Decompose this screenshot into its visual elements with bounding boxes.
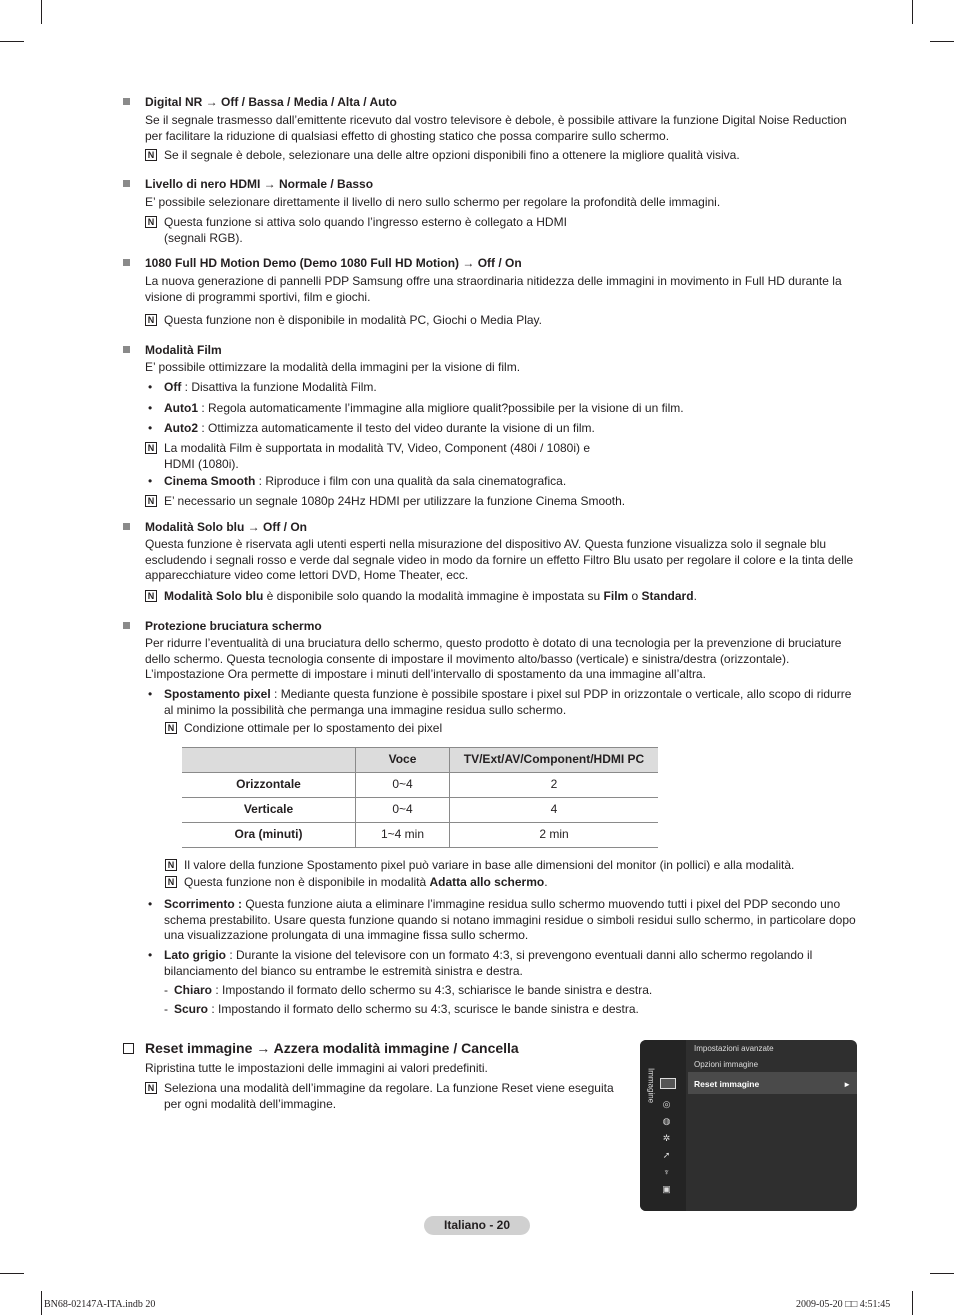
note-text: . (693, 589, 697, 603)
section-heading: Modalità Film (145, 343, 222, 357)
note (165, 858, 860, 874)
list-item (148, 421, 860, 437)
note-icon: N (165, 722, 177, 734)
section-heading: Reset immagine → Azzera modalità immagine / Cancella (145, 1040, 519, 1056)
crop-mark (0, 1273, 24, 1274)
term: Scuro (174, 1002, 209, 1016)
table-header-cell: TV/Ext/AV/Component/HDMI PC (450, 748, 659, 773)
crop-mark (41, 1291, 42, 1315)
term: Cinema Smooth (164, 474, 256, 488)
bullet-icon: • (148, 474, 153, 488)
note-text: . (544, 875, 548, 889)
section-heading: Livello di nero HDMI → Normale / Basso (145, 177, 374, 191)
term: Scorrimento : (164, 897, 243, 911)
note-text: Questa funzione non è disponibile in modalità PC, Giochi o Media Play. (164, 313, 542, 327)
note-text: è disponibile solo quando la modalità immagine è impostata su (263, 589, 604, 603)
section-reset-image (123, 1038, 628, 1118)
input-icon: ➚ (662, 1150, 671, 1160)
term-desc: : Impostando il formato dello schermo su 4:3, schiarisce le bande sinistra e destra. (212, 983, 653, 997)
section-full-hd-motion-demo (123, 256, 863, 336)
menu-item[interactable]: Impostazioni avanzate (694, 1044, 774, 1053)
section-text: Ripristina tutte le impostazioni delle immagini ai valori predefiniti. (145, 1061, 488, 1075)
sound-icon: ◎ (662, 1099, 671, 1109)
channel-icon: ◍ (662, 1116, 671, 1126)
note-text: Se il segnale è debole, selezionare una delle altre opzioni disponibili fino a ottenere la migliore qualità visiva. (164, 148, 740, 162)
note (145, 1081, 625, 1112)
note (145, 215, 605, 246)
term-desc: : Disattiva la funzione Modalità Film. (181, 380, 377, 394)
bullet-icon: • (148, 948, 153, 962)
term-desc: : Mediante questa funzione è possibile spostare i pixel sul PDP in orizzontale o verticale, allo scopo di ridurre al minimo la possibilità che permanga una immagine residua sullo schermo. (164, 687, 852, 717)
note-text: Questa funzione non è disponibile in modalità (184, 875, 430, 889)
note (145, 589, 860, 605)
note-bold: Modalità Solo blu (164, 589, 264, 603)
note-icon: N (145, 216, 157, 228)
list-item (148, 401, 860, 417)
term: Off (164, 380, 182, 394)
square-bullet-icon (123, 180, 130, 187)
tv-menu-screenshot (640, 1040, 857, 1211)
term-desc: : Durante la visione del televisore con un formato 4:3, si prevengono eventuali danni allo schermo regolando il bilanciamento del bianco su entrambe le estremità sinistra e destra. (164, 948, 813, 978)
table-row (182, 773, 658, 798)
note (145, 494, 860, 510)
arrow-right-icon: ► (843, 1080, 851, 1089)
term: Lato grigio (164, 948, 226, 962)
section-burn-protection-continued (123, 858, 863, 1028)
crop-mark (41, 0, 42, 24)
list-item (148, 897, 860, 944)
bullet-icon: • (148, 897, 153, 911)
square-bullet-icon (123, 622, 130, 629)
menu-item[interactable]: Opzioni immagine (694, 1060, 759, 1069)
bullet-icon: • (148, 401, 153, 415)
sub-item (164, 1002, 854, 1018)
section-digital-nr (123, 95, 863, 165)
note-bold: Adatta allo schermo (429, 875, 545, 889)
page-number: Italiano - 20 (424, 1216, 530, 1235)
term-desc: : Ottimizza automaticamente il testo del video durante la visione di un film. (198, 421, 595, 435)
table-cell: 4 (450, 798, 659, 823)
table-header-cell (182, 748, 356, 773)
section-text: La nuova generazione di pannelli PDP Samsung offre una straordinaria nitidezza delle immagini in movimento in Full HD durante la visione di programmi sportivi, film e giochi. (145, 274, 842, 304)
note-icon: N (145, 149, 157, 161)
note-icon: N (145, 442, 157, 454)
note-bold: Film (603, 589, 629, 603)
term-desc: : Riproduce i film con una qualità da sala cinematografica. (255, 474, 567, 488)
square-bullet-icon (123, 98, 130, 105)
crop-mark (930, 1273, 954, 1274)
table-cell: 2 (450, 773, 659, 798)
section-text: Questa funzione è riservata agli utenti esperti nella misurazione del dispositivo AV. Questa funzione visualizza solo il segnale blu escludendo i segnali rosso e verde dal segnale video in modo da fornire un effetto Filtro Blu usato per regolare il colore e la tinta delle apparecchiature video come lettori DVD, Home Theater, ecc. (145, 537, 854, 582)
note-text: Seleziona una modalità dell’immagine da regolare. La funzione Reset viene eseguita per ogni modalità dell’immagine. (164, 1081, 614, 1111)
support-icon: ♆ (663, 1167, 670, 1177)
application-icon: ▣ (662, 1184, 671, 1194)
term: Chiaro (174, 983, 213, 997)
checkbox-icon (123, 1043, 134, 1054)
bullet-icon: • (148, 687, 153, 701)
note (145, 313, 860, 329)
square-bullet-icon (123, 259, 130, 266)
term-desc: Questa funzione aiuta a eliminare l’immagine residua sullo schermo muovendo tutti i pixel del PDP secondo uno schema prestabilito. Usare questa funzione quando si notano immagini residue o simboli residui sullo schermo, in particolare dopo una visualizzazione prolungata di una immagine fissa sullo schermo. (164, 897, 856, 942)
table-cell: Verticale (182, 798, 356, 823)
list-item (148, 948, 860, 979)
menu-side-label: Immagine (646, 1068, 656, 1104)
term: Auto1 (164, 401, 198, 415)
table-cell: 0~4 (356, 773, 450, 798)
pixel-shift-table (182, 747, 658, 848)
dash-icon: - (164, 1002, 168, 1016)
table-cell: 0~4 (356, 798, 450, 823)
table-cell: 2 min (450, 823, 659, 848)
section-text: E’ possibile ottimizzare la modalità della immagini per la visione di film. (145, 360, 521, 374)
bullet-icon: • (148, 380, 153, 394)
note-icon: N (165, 859, 177, 871)
section-heading: Digital NR → Off / Bassa / Media / Alta / Auto (145, 95, 397, 109)
term: Spostamento pixel (164, 687, 271, 701)
list-item (148, 380, 860, 396)
table-header-row (182, 748, 658, 773)
note (145, 148, 860, 164)
table-row (182, 798, 658, 823)
table-header-cell: Voce (356, 748, 450, 773)
note-text: La modalità Film è supportata in modalità TV, Video, Component (480i / 1080i) e HDMI (1080i). (164, 441, 591, 471)
crop-mark (912, 0, 913, 24)
term-desc: : Impostando il formato dello schermo su 4:3, scurisce le bande sinistra e destra. (208, 1002, 639, 1016)
crop-mark (930, 41, 954, 42)
settings-icon: ✲ (662, 1133, 671, 1143)
section-hdmi-black-level (123, 177, 863, 247)
table-cell: Orizzontale (182, 773, 356, 798)
term: Auto2 (164, 421, 198, 435)
note-text: o (628, 589, 642, 603)
note (165, 721, 765, 737)
square-bullet-icon (123, 346, 130, 353)
date-slug: 2009-05-20 □□ 4:51:45 (796, 1299, 891, 1310)
section-heading: Modalità Solo blu → Off / On (145, 520, 307, 534)
table-row (182, 823, 658, 848)
section-text: E’ possibile selezionare direttamente il livello di nero sullo schermo per regolare la profondità delle immagini. (145, 195, 721, 209)
note-icon: N (165, 876, 177, 888)
crop-mark (0, 41, 24, 42)
sub-item (164, 983, 854, 999)
file-slug: BN68-02147A-ITA.indb 20 (44, 1299, 156, 1310)
table-cell: 1~4 min (356, 823, 450, 848)
note-icon: N (145, 590, 157, 602)
note-icon: N (145, 495, 157, 507)
list-item (148, 687, 860, 718)
note-icon: N (145, 1082, 157, 1094)
menu-item-selected[interactable] (688, 1072, 857, 1094)
section-text: Per ridurre l’eventualità di una bruciatura dello schermo, questo prodotto è dotato di una tecnologia per la prevenzione di bruciature dello schermo. Questa tecnologia consente di impostare il movimento alto/basso (verticale) e sinistra/destra (orizzontale). L’impostazione Ora permette di impostare i minuti dell’intervallo di spostamento da una immagine all’altra. (145, 636, 842, 681)
section-blue-only-mode (123, 520, 863, 610)
section-heading: 1080 Full HD Motion Demo (Demo 1080 Full HD Motion) → Off / On (145, 256, 522, 270)
note-text: Questa funzione si attiva solo quando l’ingresso esterno è collegato a HDMI (segnali RGB). (164, 215, 567, 245)
section-heading: Protezione bruciatura schermo (145, 619, 322, 633)
section-screen-burn-protection (123, 619, 863, 739)
note-text: Il valore della funzione Spostamento pixel può variare in base alle dimensioni del monitor (in pollici) e alla modalità. (184, 858, 795, 872)
menu-item-label: Reset immagine (694, 1079, 760, 1089)
section-text: Se il segnale trasmesso dall’emittente ricevuto dal vostro televisore è debole, è possibile attivare la funzione Digital Noise Reduction per facilitare la riduzione di qualsiasi effetto di ghosting statico che possa comparire sullo schermo. (145, 113, 847, 143)
picture-icon (660, 1078, 676, 1089)
note (145, 441, 615, 472)
term-desc: : Regola automaticamente l’immagine alla migliore qualit?possibile per la visione di un film. (198, 401, 684, 415)
bullet-icon: • (148, 421, 153, 435)
note (165, 875, 860, 891)
note-icon: N (145, 314, 157, 326)
crop-mark (912, 1291, 913, 1315)
note-text: E’ necessario un segnale 1080p 24Hz HDMI per utilizzare la funzione Cinema Smooth. (164, 494, 626, 508)
note-bold: Standard (641, 589, 694, 603)
table-cell: Ora (minuti) (182, 823, 356, 848)
section-film-mode (123, 343, 863, 513)
square-bullet-icon (123, 523, 130, 530)
dash-icon: - (164, 983, 168, 997)
note-text: Condizione ottimale per lo spostamento dei pixel (184, 721, 443, 735)
list-item (148, 474, 860, 490)
